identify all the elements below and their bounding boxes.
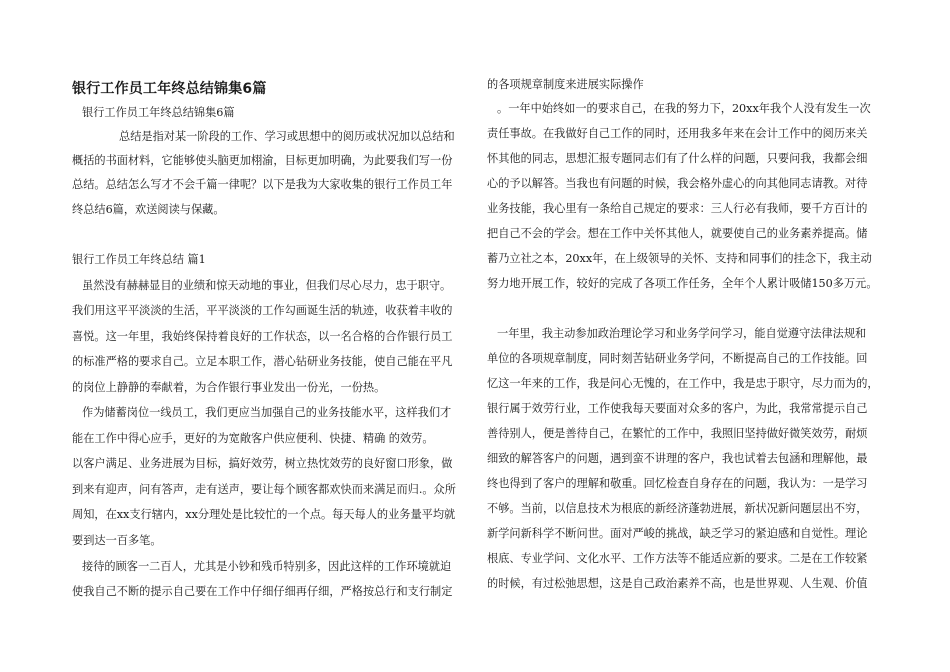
body-line: 心的予以解答。当我也有问题的时候，我会格外虚心的向其他同志请教。对待 [487, 177, 868, 190]
body-line: 接待的顾客一二百人，尤其是小钞和残币特别多，因此这样的工作环境就迫 [82, 560, 452, 573]
body-line: 不够。当前，以信息技术为根底的新经济蓬勃进展，新状况新问题层出不穷， [487, 502, 868, 515]
body-line: 。一年中始终如一的要求自己，在我的努力下，20xx年我个人没有发生一次 [497, 102, 871, 115]
body-line: 细致的解答客户的问题，遇到蛮不讲理的客户，我也试着去包涵和理解他，最 [487, 452, 868, 465]
body-line: 责任事故。在我做好自己工作的同时，还用我多年来在会计工作中的阅历来关 [487, 127, 868, 140]
body-line: 把自己不会的学会。想在工作中关怀其他人，就要使自己的业务素养提高。储 [487, 227, 868, 240]
body-line: 要到达一百多笔。 [72, 534, 162, 547]
body-line: 新学问新科学不断问世。面对严峻的挑战，缺乏学习的紧迫感和自觉性。理论 [487, 527, 868, 540]
body-line: 忆这一年来的工作，我是问心无愧的，在工作中，我是忠于职守，尽力而为的， [487, 377, 879, 390]
body-line: 作为储蓄岗位一线员工，我们更应当加强自己的业务技能水平，这样我们才 [82, 406, 452, 419]
body-line: 以客户满足、业务进展为目标，搞好效劳，树立热忱效劳的良好窗口形象，做 [72, 457, 453, 470]
document-title: 银行工作员工年终总结锦集6篇 [72, 81, 267, 97]
body-line: 单位的各项规章制度，同时刻苦钻研业务学问，不断提高自己的工作技能。回 [487, 352, 868, 365]
body-line: 喜悦。这一年里，我始终保持着良好的工作状态，以一名合格的合作银行员工 [72, 330, 453, 343]
body-line: 周知，在xx支行辖内，xx分理处是比较忙的一个点。每天每人的业务量平均就 [72, 508, 456, 521]
body-line: 一年里，我主动参加政治理论学习和业务学问学习，能自觉遵守法律法规和 [497, 327, 867, 340]
intro-line: 终总结6篇，欢送阅读与保藏。 [72, 203, 225, 216]
body-line: 努力地开展工作，较好的完成了各项工作任务，全年个人累计吸储150多万元。 [487, 277, 878, 290]
intro-line: 概括的书面材料，它能够使头脑更加栩渝，目标更加明确，为此要我们写一份 [72, 154, 453, 167]
body-line: 的时候，有过松弛思想，这是自己政治素养不高，也是世界观、人生观、价值 [487, 577, 868, 590]
body-line: 终也得到了客户的理解和敬重。回忆检查自身存在的问题，我认为：一是学习 [487, 477, 868, 490]
body-line: 业务技能，我心里有一条给自己规定的要求：三人行必有我师，要千方百计的 [487, 202, 868, 215]
body-line: 能在工作中得心应手，更好的为宽敞客户供应便利、快捷、精确 的效劳。 [72, 432, 434, 445]
body-line: 的各项规章制度来进展实际操作 [487, 78, 644, 91]
intro-line: 总结。总结怎么写才不会千篇一律呢？以下是我为大家收集的银行工作员工年 [72, 178, 453, 191]
body-line: 到来有迎声，问有答声，走有送声，要让每个顾客都欢快而来满足而归.。众所 [72, 483, 456, 496]
body-line: 使我自己不断的提示自己要在工作中仔细仔细再仔细，严格按总行和支行制定 [72, 585, 453, 598]
body-line: 怀其他的同志，思想汇报专题同志们有了什么样的问题，只要问我，我都会细 [487, 152, 868, 165]
body-line: 虽然没有赫赫显目的业绩和惊天动地的事业，但我们尽心尽力，忠于职守。 [82, 279, 452, 292]
body-line: 的标准严格的要求自己。立足本职工作，潜心钻研业务技能，使自己能在平凡 [72, 355, 453, 368]
body-line: 根底、专业学问、文化水平、工作方法等不能适应新的要求。二是在工作较紧 [487, 552, 868, 565]
intro-line: 总结是指对某一阶段的工作、学习或思想中的阅历或状况加以总结和 [119, 130, 455, 143]
body-line: 的岗位上静静的奉献着，为合作银行事业发出一份光，一份热。 [72, 381, 386, 394]
body-line: 善待别人，便是善待自己，在繁忙的工作中，我照旧坚持做好微笑效劳，耐烦 [487, 427, 868, 440]
body-line: 蓄乃立社之本，20xx年，在上级领导的关怀、支持和同事们的挂念下，我主动 [487, 252, 872, 265]
body-line: 我们用这平平淡淡的生活，平平淡淡的工作勾画诞生活的轨迹，收获着丰收的 [72, 304, 453, 317]
subtitle: 银行工作员工年终总结锦集6篇 [82, 106, 235, 119]
section-heading: 银行工作员工年终总结 篇1 [72, 253, 206, 266]
body-line: 银行属于效劳行业，工作使我每天要面对众多的客户，为此，我常常提示自己 [487, 402, 868, 415]
